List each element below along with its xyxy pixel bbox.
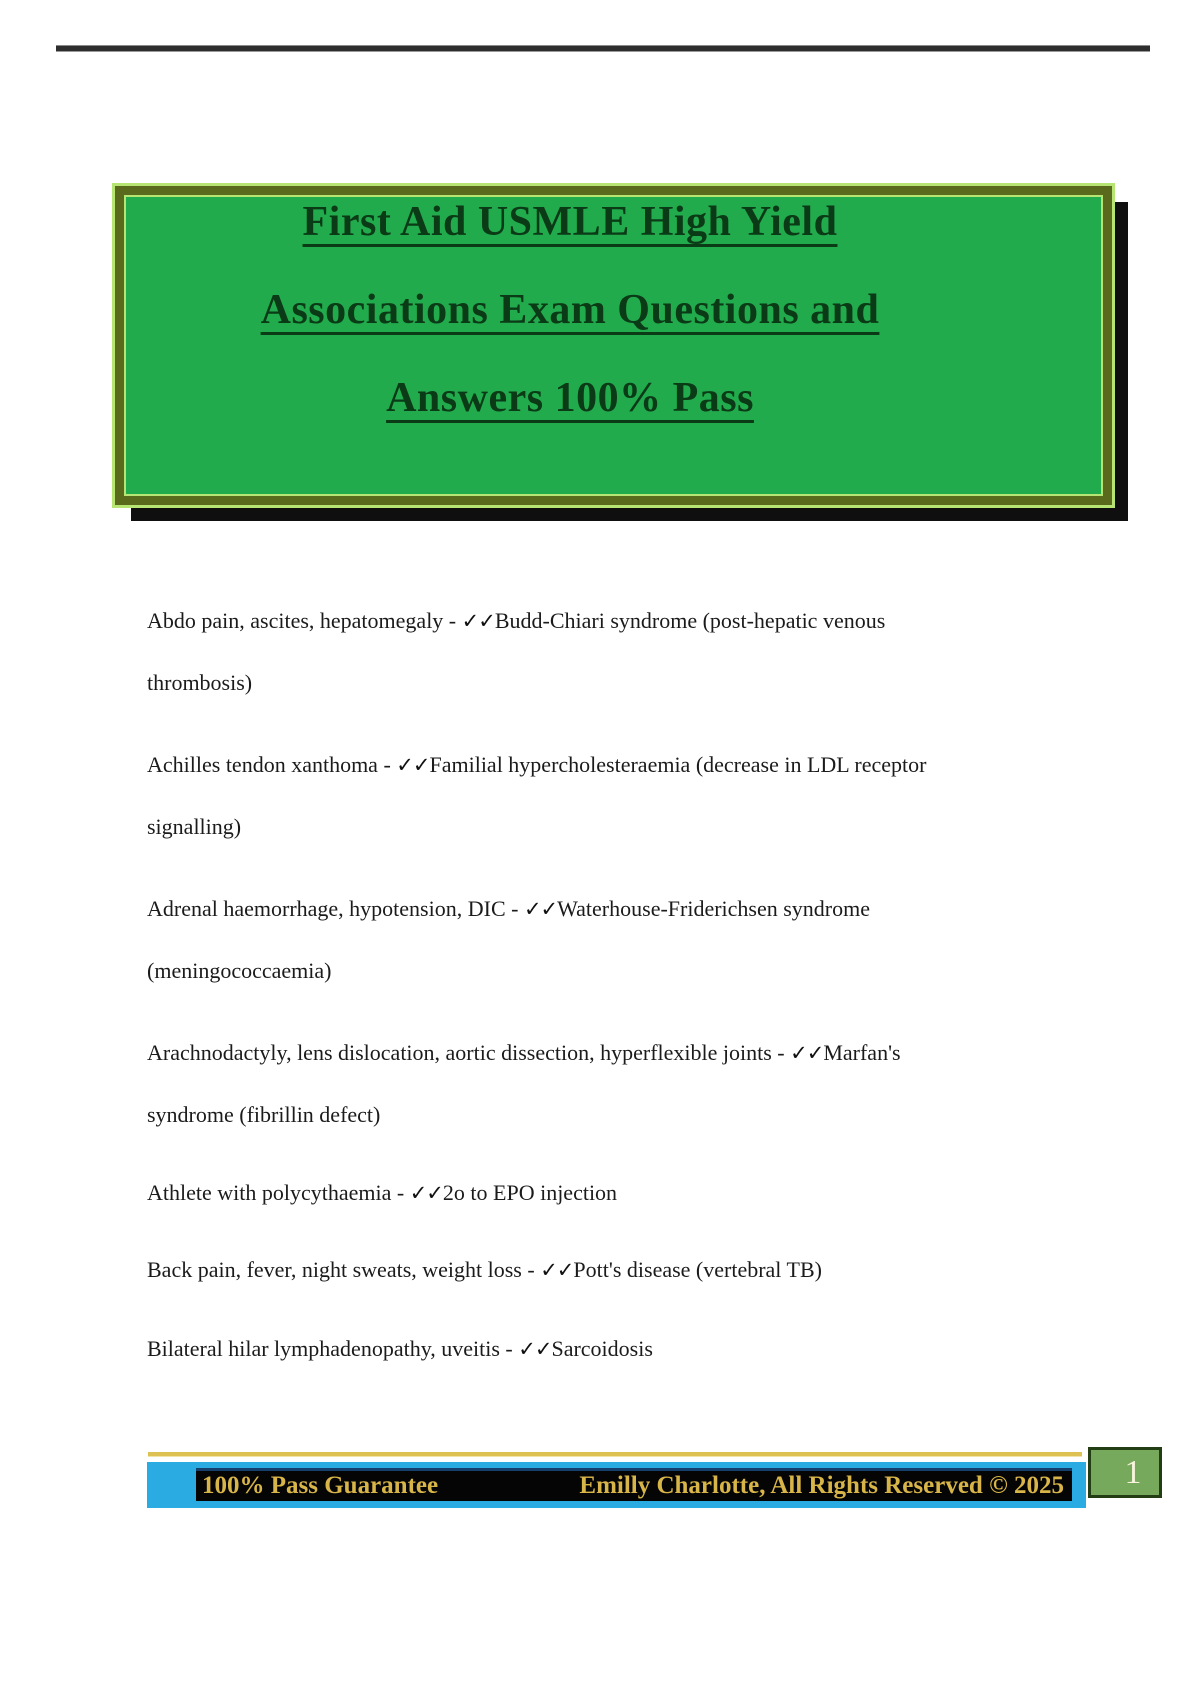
double-checkmark-icon: ✓✓ (461, 609, 495, 633)
qa-answer-cont: signalling) (147, 814, 242, 839)
qa-answer-cont: (meningococcaemia) (147, 958, 332, 983)
qa-answer: 2o to EPO injection (442, 1180, 618, 1205)
qa-item-3-line-1 (147, 894, 1147, 924)
qa-answer: Waterhouse-Friderichsen syndrome (557, 896, 871, 921)
qa-question: Adrenal haemorrhage, hypotension, DIC - (147, 896, 524, 921)
qa-item-4-line-1 (147, 1038, 1147, 1068)
qa-question: Bilateral hilar lymphadenopathy, uveitis - (147, 1336, 519, 1361)
double-checkmark-icon: ✓✓ (540, 1258, 574, 1282)
footer-bar (196, 1468, 1072, 1501)
double-checkmark-icon: ✓✓ (518, 1337, 552, 1361)
page-number: 1 (1124, 1453, 1142, 1491)
qa-answer-cont: thrombosis) (147, 670, 253, 695)
qa-question: Achilles tendon xanthoma - (147, 752, 397, 777)
double-checkmark-icon: ✓✓ (409, 1181, 443, 1205)
qa-item-7-line-1 (147, 1334, 1147, 1364)
qa-item-5-line-1 (147, 1178, 1147, 1208)
footer-guarantee-text: 100% Pass Guarantee (202, 1472, 439, 1499)
title-line-3: Answers 100% Pass (386, 375, 754, 421)
qa-item-1-line-1 (147, 606, 1147, 636)
qa-item-3-line-2 (147, 956, 1147, 986)
title-line-1: First Aid USMLE High Yield (302, 199, 838, 245)
double-checkmark-icon: ✓✓ (790, 1041, 824, 1065)
qa-question: Arachnodactyly, lens dislocation, aortic dissection, hyperflexible joints - (147, 1040, 791, 1065)
qa-item-6-line-1 (147, 1255, 1147, 1285)
qa-item-1-line-2 (147, 668, 1147, 698)
double-checkmark-icon: ✓✓ (396, 753, 430, 777)
qa-item-4-line-2 (147, 1100, 1147, 1130)
footer-gold-rule (148, 1452, 1082, 1457)
qa-answer: Sarcoidosis (551, 1336, 653, 1361)
qa-answer: Familial hypercholesteraemia (decrease in LDL receptor (429, 752, 927, 777)
qa-item-2-line-1 (147, 750, 1147, 780)
qa-question: Athlete with polycythaemia - (147, 1180, 410, 1205)
qa-answer-cont: syndrome (fibrillin defect) (147, 1102, 381, 1127)
qa-item-2-line-2 (147, 812, 1147, 842)
qa-answer: Pott's disease (vertebral TB) (573, 1257, 822, 1282)
qa-question: Abdo pain, ascites, hepatomegaly - (147, 608, 462, 633)
footer-copyright-text: Emilly Charlotte, All Rights Reserved © 2025 (579, 1472, 1064, 1499)
qa-answer: Budd-Chiari syndrome (post-hepatic venous (494, 608, 886, 633)
page-number-box (1088, 1447, 1162, 1498)
title-line-2: Associations Exam Questions and (260, 287, 880, 333)
double-checkmark-icon: ✓✓ (523, 897, 558, 921)
qa-answer: Marfan's (823, 1040, 901, 1065)
qa-question: Back pain, fever, night sweats, weight loss - (147, 1257, 541, 1282)
